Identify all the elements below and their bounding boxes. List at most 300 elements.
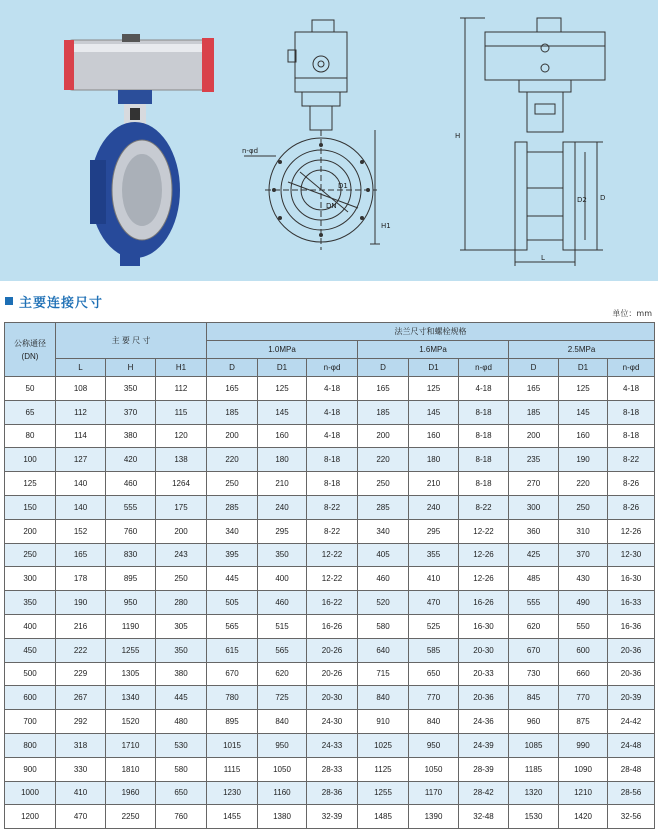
table-cell: 16-26 bbox=[307, 614, 358, 638]
table-cell: 200 bbox=[207, 424, 258, 448]
table-cell: 8-22 bbox=[608, 448, 655, 472]
table-cell: 460 bbox=[258, 591, 307, 615]
col-d: D bbox=[358, 359, 409, 377]
table-cell: 530 bbox=[156, 733, 207, 757]
table-cell: 600 bbox=[5, 686, 56, 710]
table-cell: 28-42 bbox=[459, 781, 509, 805]
table-cell: 24-42 bbox=[608, 710, 655, 734]
side-view-drawing bbox=[455, 12, 645, 270]
table-cell: 670 bbox=[207, 662, 258, 686]
col-n-phi-d: n-φd bbox=[307, 359, 358, 377]
label-h: H bbox=[455, 132, 461, 140]
table-cell: 295 bbox=[409, 519, 459, 543]
table-cell: 1125 bbox=[358, 757, 409, 781]
table-cell: 125 bbox=[409, 377, 459, 401]
table-cell: 355 bbox=[409, 543, 459, 567]
table-cell: 190 bbox=[56, 591, 106, 615]
table-cell: 715 bbox=[358, 662, 409, 686]
table-cell: 400 bbox=[5, 614, 56, 638]
table-cell: 470 bbox=[56, 805, 106, 829]
table-cell: 295 bbox=[258, 519, 307, 543]
table-cell: 125 bbox=[5, 472, 56, 496]
table-cell: 28-48 bbox=[608, 757, 655, 781]
table-cell: 505 bbox=[207, 591, 258, 615]
table-cell: 16-33 bbox=[608, 591, 655, 615]
table-cell: 405 bbox=[358, 543, 409, 567]
table-cell: 730 bbox=[509, 662, 559, 686]
header-pressure-2: 1.6MPa bbox=[358, 341, 509, 359]
table-cell: 200 bbox=[156, 519, 207, 543]
table-cell: 210 bbox=[409, 472, 459, 496]
col-d: D bbox=[207, 359, 258, 377]
table-cell: 165 bbox=[509, 377, 559, 401]
col-d: D bbox=[509, 359, 559, 377]
table-cell: 555 bbox=[509, 591, 559, 615]
table-row bbox=[5, 781, 655, 805]
table-cell: 24-36 bbox=[459, 710, 509, 734]
table-cell: 305 bbox=[156, 614, 207, 638]
table-cell: 1160 bbox=[258, 781, 307, 805]
table-cell: 145 bbox=[409, 400, 459, 424]
table-cell: 200 bbox=[5, 519, 56, 543]
table-cell: 4-18 bbox=[307, 400, 358, 424]
table-row bbox=[5, 757, 655, 781]
table-cell: 240 bbox=[258, 495, 307, 519]
table-cell: 12-26 bbox=[459, 543, 509, 567]
table-cell: 840 bbox=[358, 686, 409, 710]
header-main-dims: 主 要 尺 寸 bbox=[56, 323, 207, 359]
table-cell: 180 bbox=[409, 448, 459, 472]
table-cell: 760 bbox=[156, 805, 207, 829]
table-cell: 100 bbox=[5, 448, 56, 472]
table-cell: 165 bbox=[207, 377, 258, 401]
table-row bbox=[5, 805, 655, 829]
table-cell: 16-30 bbox=[608, 567, 655, 591]
table-cell: 50 bbox=[5, 377, 56, 401]
table-cell: 480 bbox=[156, 710, 207, 734]
col-h: H bbox=[106, 359, 156, 377]
table-row bbox=[5, 638, 655, 662]
table-cell: 32-39 bbox=[307, 805, 358, 829]
table-cell: 250 bbox=[156, 567, 207, 591]
table-cell: 108 bbox=[56, 377, 106, 401]
table-cell: 370 bbox=[106, 400, 156, 424]
table-cell: 525 bbox=[409, 614, 459, 638]
table-cell: 1185 bbox=[509, 757, 559, 781]
table-cell: 2250 bbox=[106, 805, 156, 829]
table-cell: 555 bbox=[106, 495, 156, 519]
table-cell: 178 bbox=[56, 567, 106, 591]
table-cell: 960 bbox=[509, 710, 559, 734]
table-cell: 16-36 bbox=[608, 614, 655, 638]
table-cell: 229 bbox=[56, 662, 106, 686]
table-cell: 8-22 bbox=[459, 495, 509, 519]
table-cell: 4-18 bbox=[459, 377, 509, 401]
table-cell: 1200 bbox=[5, 805, 56, 829]
table-cell: 267 bbox=[56, 686, 106, 710]
dimension-table bbox=[4, 322, 655, 829]
table-cell: 318 bbox=[56, 733, 106, 757]
table-cell: 250 bbox=[358, 472, 409, 496]
table-cell: 8-18 bbox=[307, 448, 358, 472]
table-cell: 8-18 bbox=[459, 472, 509, 496]
table-cell: 875 bbox=[559, 710, 608, 734]
table-cell: 12-26 bbox=[608, 519, 655, 543]
table-row bbox=[5, 543, 655, 567]
table-cell: 550 bbox=[559, 614, 608, 638]
table-cell: 620 bbox=[258, 662, 307, 686]
table-cell: 1025 bbox=[358, 733, 409, 757]
table-cell: 20-30 bbox=[307, 686, 358, 710]
table-cell: 112 bbox=[156, 377, 207, 401]
table-cell: 380 bbox=[106, 424, 156, 448]
header-pressure-1: 1.0MPa bbox=[207, 341, 358, 359]
table-cell: 1340 bbox=[106, 686, 156, 710]
table-row bbox=[5, 495, 655, 519]
label-n-phi-d: n-φd bbox=[242, 147, 259, 155]
table-cell: 340 bbox=[207, 519, 258, 543]
table-cell: 910 bbox=[358, 710, 409, 734]
table-cell: 16-22 bbox=[307, 591, 358, 615]
table-cell: 8-18 bbox=[608, 424, 655, 448]
table-cell: 65 bbox=[5, 400, 56, 424]
table-cell: 1000 bbox=[5, 781, 56, 805]
table-cell: 520 bbox=[358, 591, 409, 615]
table-cell: 24-39 bbox=[459, 733, 509, 757]
table-cell: 185 bbox=[358, 400, 409, 424]
table-cell: 990 bbox=[559, 733, 608, 757]
table-cell: 420 bbox=[106, 448, 156, 472]
table-cell: 600 bbox=[559, 638, 608, 662]
table-cell: 700 bbox=[5, 710, 56, 734]
table-cell: 16-26 bbox=[459, 591, 509, 615]
col-l: L bbox=[56, 359, 106, 377]
table-cell: 1050 bbox=[409, 757, 459, 781]
table-cell: 565 bbox=[207, 614, 258, 638]
table-cell: 8-18 bbox=[608, 400, 655, 424]
table-cell: 20-36 bbox=[459, 686, 509, 710]
table-cell: 350 bbox=[258, 543, 307, 567]
table-cell: 1255 bbox=[358, 781, 409, 805]
table-cell: 140 bbox=[56, 495, 106, 519]
table-cell: 360 bbox=[509, 519, 559, 543]
table-cell: 445 bbox=[156, 686, 207, 710]
table-cell: 895 bbox=[106, 567, 156, 591]
table-row bbox=[5, 567, 655, 591]
table-cell: 1255 bbox=[106, 638, 156, 662]
label-l: L bbox=[541, 254, 545, 262]
table-row bbox=[5, 686, 655, 710]
table-cell: 425 bbox=[509, 543, 559, 567]
table-cell: 830 bbox=[106, 543, 156, 567]
table-cell: 4-18 bbox=[307, 377, 358, 401]
table-cell: 292 bbox=[56, 710, 106, 734]
table-cell: 840 bbox=[409, 710, 459, 734]
table-cell: 12-30 bbox=[608, 543, 655, 567]
table-cell: 1520 bbox=[106, 710, 156, 734]
table-cell: 8-18 bbox=[459, 424, 509, 448]
table-cell: 660 bbox=[559, 662, 608, 686]
table-cell: 28-36 bbox=[307, 781, 358, 805]
table-cell: 145 bbox=[258, 400, 307, 424]
table-cell: 450 bbox=[5, 638, 56, 662]
table-cell: 125 bbox=[258, 377, 307, 401]
table-row bbox=[5, 424, 655, 448]
table-cell: 20-26 bbox=[307, 662, 358, 686]
table-cell: 250 bbox=[5, 543, 56, 567]
table-cell: 145 bbox=[559, 400, 608, 424]
table-cell: 650 bbox=[409, 662, 459, 686]
label-h1: H1 bbox=[381, 222, 391, 230]
table-cell: 310 bbox=[559, 519, 608, 543]
table-cell: 120 bbox=[156, 424, 207, 448]
label-d1: D1 bbox=[338, 182, 348, 190]
col-d1: D1 bbox=[258, 359, 307, 377]
table-cell: 185 bbox=[509, 400, 559, 424]
table-cell: 1015 bbox=[207, 733, 258, 757]
table-cell: 1485 bbox=[358, 805, 409, 829]
table-cell: 800 bbox=[5, 733, 56, 757]
table-cell: 220 bbox=[559, 472, 608, 496]
table-cell: 180 bbox=[258, 448, 307, 472]
label-d: D bbox=[600, 194, 606, 202]
header-flange-spec: 法兰尺寸和螺栓规格 bbox=[207, 323, 655, 341]
table-cell: 460 bbox=[106, 472, 156, 496]
table-cell: 1530 bbox=[509, 805, 559, 829]
table-cell: 445 bbox=[207, 567, 258, 591]
section-bullet-icon bbox=[5, 297, 13, 305]
table-cell: 620 bbox=[509, 614, 559, 638]
table-cell: 410 bbox=[409, 567, 459, 591]
table-cell: 1085 bbox=[509, 733, 559, 757]
table-cell: 235 bbox=[509, 448, 559, 472]
table-cell: 1320 bbox=[509, 781, 559, 805]
table-cell: 950 bbox=[409, 733, 459, 757]
table-cell: 330 bbox=[56, 757, 106, 781]
table-row bbox=[5, 448, 655, 472]
table-cell: 1170 bbox=[409, 781, 459, 805]
table-cell: 8-18 bbox=[459, 448, 509, 472]
col-h1: H1 bbox=[156, 359, 207, 377]
table-cell: 24-48 bbox=[608, 733, 655, 757]
table-cell: 28-33 bbox=[307, 757, 358, 781]
table-cell: 4-18 bbox=[307, 424, 358, 448]
table-cell: 20-30 bbox=[459, 638, 509, 662]
col-d1: D1 bbox=[559, 359, 608, 377]
table-cell: 650 bbox=[156, 781, 207, 805]
table-row bbox=[5, 400, 655, 424]
header-dn-sub: (DN) bbox=[21, 352, 39, 361]
table-cell: 615 bbox=[207, 638, 258, 662]
table-body bbox=[5, 377, 655, 829]
table-cell: 160 bbox=[409, 424, 459, 448]
table-cell: 1810 bbox=[106, 757, 156, 781]
col-n-phi-d: n-φd bbox=[608, 359, 655, 377]
table-cell: 8-22 bbox=[307, 495, 358, 519]
table-cell: 210 bbox=[258, 472, 307, 496]
table-cell: 565 bbox=[258, 638, 307, 662]
table-cell: 1090 bbox=[559, 757, 608, 781]
table-cell: 28-56 bbox=[608, 781, 655, 805]
table-cell: 270 bbox=[509, 472, 559, 496]
table-cell: 770 bbox=[409, 686, 459, 710]
table-cell: 490 bbox=[559, 591, 608, 615]
table-cell: 165 bbox=[56, 543, 106, 567]
table-cell: 760 bbox=[106, 519, 156, 543]
table-cell: 185 bbox=[207, 400, 258, 424]
table-cell: 1420 bbox=[559, 805, 608, 829]
table-cell: 12-22 bbox=[307, 543, 358, 567]
table-cell: 950 bbox=[258, 733, 307, 757]
table-cell: 8-18 bbox=[459, 400, 509, 424]
table-row bbox=[5, 519, 655, 543]
table-cell: 670 bbox=[509, 638, 559, 662]
table-cell: 580 bbox=[156, 757, 207, 781]
table-cell: 222 bbox=[56, 638, 106, 662]
table-cell: 350 bbox=[156, 638, 207, 662]
table-row bbox=[5, 472, 655, 496]
table-row bbox=[5, 614, 655, 638]
table-cell: 1960 bbox=[106, 781, 156, 805]
section-title: 主要连接尺寸 bbox=[19, 295, 104, 311]
table-cell: 80 bbox=[5, 424, 56, 448]
product-illustration-band bbox=[0, 0, 658, 281]
table-cell: 138 bbox=[156, 448, 207, 472]
table-cell: 515 bbox=[258, 614, 307, 638]
table-cell: 1050 bbox=[258, 757, 307, 781]
table-cell: 640 bbox=[358, 638, 409, 662]
table-cell: 114 bbox=[56, 424, 106, 448]
table-cell: 220 bbox=[358, 448, 409, 472]
table-cell: 1380 bbox=[258, 805, 307, 829]
table-cell: 200 bbox=[358, 424, 409, 448]
table-cell: 250 bbox=[559, 495, 608, 519]
table-cell: 12-22 bbox=[459, 519, 509, 543]
table-cell: 8-18 bbox=[307, 472, 358, 496]
table-cell: 1305 bbox=[106, 662, 156, 686]
table-cell: 1210 bbox=[559, 781, 608, 805]
label-dn: DN bbox=[326, 202, 337, 210]
table-cell: 160 bbox=[559, 424, 608, 448]
table-cell: 20-26 bbox=[307, 638, 358, 662]
table-cell: 500 bbox=[5, 662, 56, 686]
table-cell: 895 bbox=[207, 710, 258, 734]
table-cell: 152 bbox=[56, 519, 106, 543]
table-row bbox=[5, 733, 655, 757]
table-cell: 112 bbox=[56, 400, 106, 424]
table-cell: 216 bbox=[56, 614, 106, 638]
table-cell: 8-22 bbox=[307, 519, 358, 543]
table-cell: 250 bbox=[207, 472, 258, 496]
table-cell: 160 bbox=[258, 424, 307, 448]
table-cell: 175 bbox=[156, 495, 207, 519]
table-cell: 280 bbox=[156, 591, 207, 615]
table-cell: 400 bbox=[258, 567, 307, 591]
table-cell: 900 bbox=[5, 757, 56, 781]
table-cell: 395 bbox=[207, 543, 258, 567]
table-cell: 32-48 bbox=[459, 805, 509, 829]
table-cell: 4-18 bbox=[608, 377, 655, 401]
col-n-phi-d: n-φd bbox=[459, 359, 509, 377]
table-cell: 32-56 bbox=[608, 805, 655, 829]
table-cell: 8-26 bbox=[608, 495, 655, 519]
table-cell: 28-39 bbox=[459, 757, 509, 781]
table-cell: 840 bbox=[258, 710, 307, 734]
table-cell: 1710 bbox=[106, 733, 156, 757]
table-cell: 12-22 bbox=[307, 567, 358, 591]
table-cell: 190 bbox=[559, 448, 608, 472]
table-cell: 1390 bbox=[409, 805, 459, 829]
table-cell: 1115 bbox=[207, 757, 258, 781]
table-cell: 725 bbox=[258, 686, 307, 710]
table-row bbox=[5, 377, 655, 401]
table-cell: 20-36 bbox=[608, 662, 655, 686]
table-cell: 950 bbox=[106, 591, 156, 615]
table-cell: 240 bbox=[409, 495, 459, 519]
table-cell: 340 bbox=[358, 519, 409, 543]
table-cell: 220 bbox=[207, 448, 258, 472]
table-row bbox=[5, 662, 655, 686]
table-cell: 350 bbox=[106, 377, 156, 401]
table-cell: 430 bbox=[559, 567, 608, 591]
table-cell: 24-30 bbox=[307, 710, 358, 734]
table-cell: 24-33 bbox=[307, 733, 358, 757]
table-cell: 1264 bbox=[156, 472, 207, 496]
table-cell: 127 bbox=[56, 448, 106, 472]
table-cell: 200 bbox=[509, 424, 559, 448]
table-cell: 20-36 bbox=[608, 638, 655, 662]
table-cell: 780 bbox=[207, 686, 258, 710]
table-cell: 285 bbox=[207, 495, 258, 519]
header-dn bbox=[5, 323, 56, 377]
label-d2: D2 bbox=[577, 196, 587, 204]
table-cell: 300 bbox=[509, 495, 559, 519]
table-cell: 285 bbox=[358, 495, 409, 519]
unit-label: 单位：mm bbox=[612, 309, 652, 318]
table-cell: 1230 bbox=[207, 781, 258, 805]
table-cell: 370 bbox=[559, 543, 608, 567]
table-cell: 300 bbox=[5, 567, 56, 591]
table-cell: 16-30 bbox=[459, 614, 509, 638]
table-cell: 410 bbox=[56, 781, 106, 805]
table-cell: 140 bbox=[56, 472, 106, 496]
col-d1: D1 bbox=[409, 359, 459, 377]
table-cell: 770 bbox=[559, 686, 608, 710]
table-cell: 20-33 bbox=[459, 662, 509, 686]
header-pressure-3: 2.5MPa bbox=[509, 341, 655, 359]
table-cell: 585 bbox=[409, 638, 459, 662]
table-cell: 8-26 bbox=[608, 472, 655, 496]
table-cell: 380 bbox=[156, 662, 207, 686]
table-cell: 350 bbox=[5, 591, 56, 615]
table-cell: 12-26 bbox=[459, 567, 509, 591]
table-row bbox=[5, 710, 655, 734]
table-cell: 1455 bbox=[207, 805, 258, 829]
table-cell: 165 bbox=[358, 377, 409, 401]
table-cell: 485 bbox=[509, 567, 559, 591]
valve-photo bbox=[60, 30, 220, 270]
table-cell: 845 bbox=[509, 686, 559, 710]
table-cell: 125 bbox=[559, 377, 608, 401]
table-cell: 470 bbox=[409, 591, 459, 615]
front-view-drawing bbox=[240, 12, 400, 262]
table-cell: 20-39 bbox=[608, 686, 655, 710]
table-cell: 150 bbox=[5, 495, 56, 519]
table-cell: 243 bbox=[156, 543, 207, 567]
table-cell: 115 bbox=[156, 400, 207, 424]
header-dn-label: 公称通径 bbox=[14, 339, 46, 348]
section-header bbox=[5, 292, 103, 310]
